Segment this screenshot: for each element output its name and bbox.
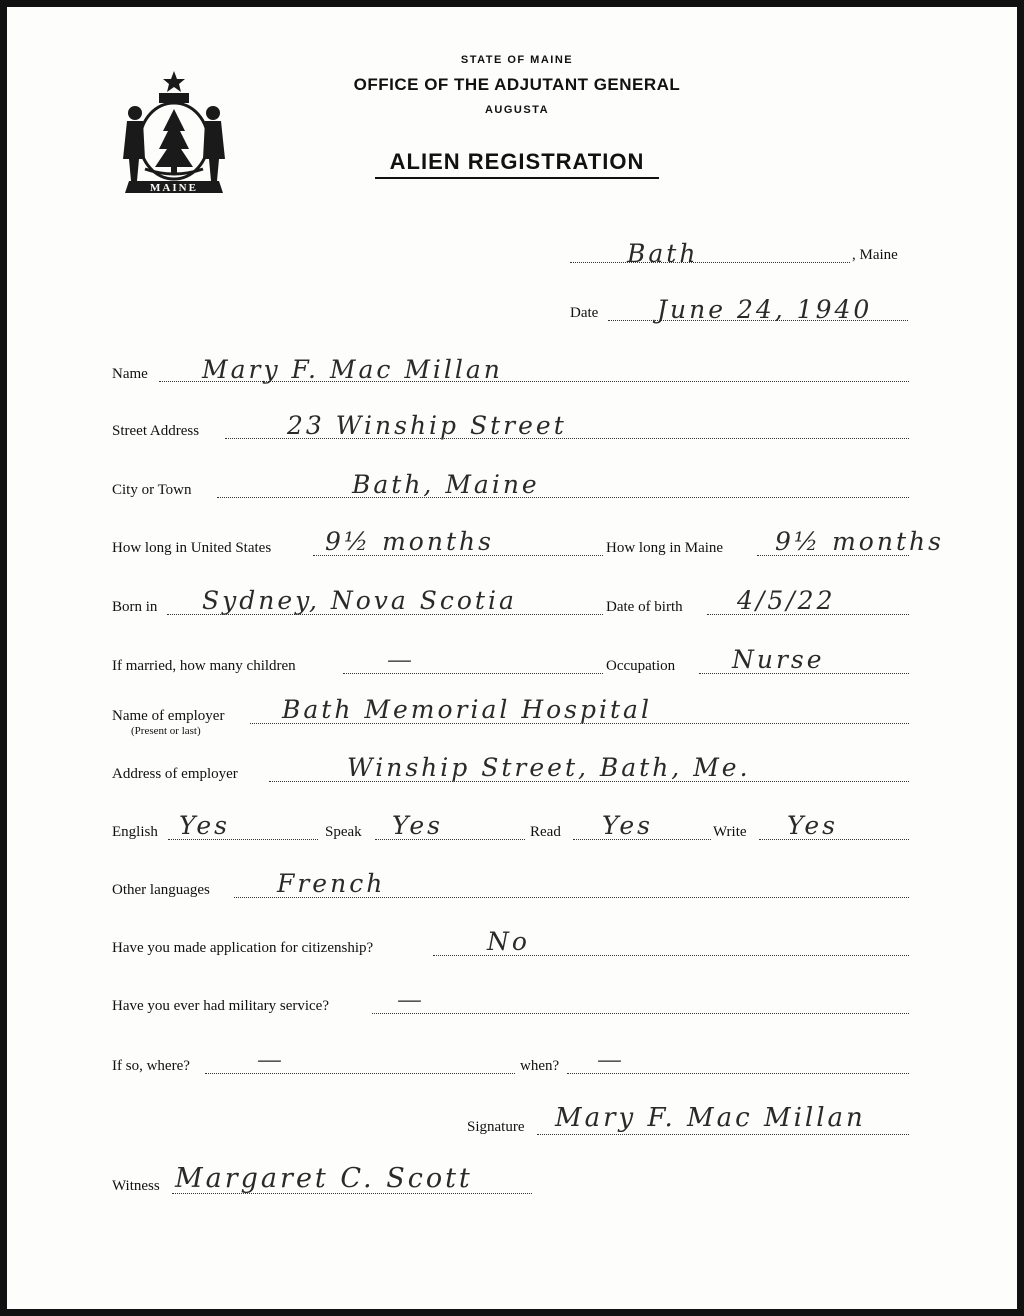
signature-label: Signature (467, 1119, 525, 1135)
city-label: City or Town (112, 482, 192, 498)
citizenship-value: No (487, 927, 530, 956)
children-value: — (387, 645, 415, 674)
city-heading: AUGUSTA (484, 104, 550, 116)
employer-sublabel: (Present or last) (131, 725, 201, 737)
town-value: Bath (627, 239, 699, 268)
witness-label: Witness (112, 1178, 160, 1194)
me-time-value: 9½ months (775, 527, 944, 556)
name-value: Mary F. Mac Millan (202, 355, 503, 384)
us-time-value: 9½ months (325, 527, 494, 556)
name-label: Name (112, 366, 148, 382)
military-line (372, 1013, 909, 1014)
signature-value: Mary F. Mac Millan (555, 1103, 866, 1133)
speak-label: Speak (325, 824, 362, 840)
born-value: Sydney, Nova Scotia (202, 586, 517, 615)
write-label: Write (713, 824, 747, 840)
date-label: Date (570, 305, 599, 321)
speak-value: Yes (392, 811, 443, 840)
maine-state-seal-icon (115, 69, 233, 197)
svg-text:MAINE: MAINE (150, 182, 198, 194)
military-label: Have you ever had military service? (112, 998, 329, 1014)
when-label: when? (520, 1058, 560, 1074)
english-value: Yes (179, 811, 230, 840)
employer-label: Name of employer (112, 708, 225, 724)
children-line (343, 673, 603, 674)
dob-label: Date of birth (606, 599, 683, 615)
employer-addr-value: Winship Street, Bath, Me. (347, 753, 751, 782)
children-label: If married, how many children (112, 658, 296, 674)
occupation-label: Occupation (606, 658, 676, 674)
where-value: — (257, 1045, 285, 1074)
occupation-value: Nurse (732, 645, 825, 674)
write-value: Yes (787, 811, 838, 840)
form-title: ALIEN REGISTRATION (389, 149, 645, 174)
maine-label: , Maine (852, 247, 898, 263)
street-label: Street Address (112, 423, 200, 439)
state-heading: STATE OF MAINE (460, 54, 574, 66)
where-line (205, 1073, 515, 1074)
other-lang-value: French (277, 869, 386, 898)
employer-value: Bath Memorial Hospital (282, 695, 652, 724)
witness-value: Margaret C. Scott (175, 1163, 473, 1194)
read-label: Read (530, 824, 561, 840)
read-value: Yes (602, 811, 653, 840)
where-label: If so, where? (112, 1058, 190, 1074)
citizenship-label: Have you made application for citizenship? (112, 940, 374, 956)
date-value: June 24, 1940 (657, 295, 873, 324)
when-value: — (597, 1045, 625, 1074)
us-time-label: How long in United States (112, 540, 272, 556)
office-heading: OFFICE OF THE ADJUTANT GENERAL (353, 75, 681, 94)
city-line (217, 497, 909, 498)
military-value: — (397, 985, 425, 1014)
signature-line (537, 1134, 909, 1135)
street-value: 23 Winship Street (287, 411, 567, 440)
other-lang-label: Other languages (112, 882, 210, 898)
english-label: English (112, 824, 158, 840)
born-label: Born in (112, 599, 158, 615)
town-line (570, 262, 850, 263)
city-value: Bath, Maine (352, 470, 540, 499)
alien-registration-form (7, 7, 1017, 1309)
dob-value: 4/5/22 (737, 586, 836, 615)
employer-addr-label: Address of employer (112, 766, 238, 782)
me-time-label: How long in Maine (606, 540, 724, 556)
title-underline (375, 177, 659, 179)
